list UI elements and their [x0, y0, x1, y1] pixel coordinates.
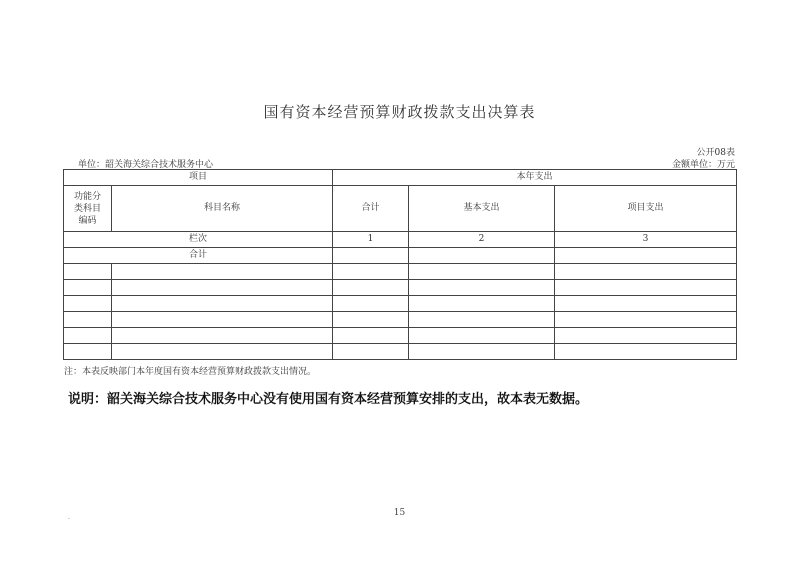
header-func-code: 功能分类科目编码: [64, 186, 112, 232]
table-cell: [333, 280, 409, 296]
table-cell: [64, 344, 112, 360]
header-total: 合计: [333, 186, 409, 232]
table-row: [64, 328, 737, 344]
table-note: 注：本表反映部门本年度国有资本经营预算财政拨款支出情况。: [64, 367, 317, 377]
table-cell: [64, 328, 112, 344]
header-year-expense: 本年支出: [333, 170, 737, 186]
corner-mark: .: [68, 514, 70, 521]
unit-label: 单位：韶关海关综合技术服务中心: [78, 160, 214, 170]
total-cell: [409, 248, 555, 264]
budget-table: [63, 169, 737, 360]
table-cell: [64, 280, 112, 296]
header-project-expense: 项目支出: [555, 186, 737, 232]
table-cell: [409, 280, 555, 296]
header-project: 项目: [64, 170, 333, 186]
table-cell: [112, 344, 333, 360]
table-cell: [64, 312, 112, 328]
table-cell: [555, 296, 737, 312]
table-cell: [409, 264, 555, 280]
table-cell: [333, 312, 409, 328]
table-cell: [112, 280, 333, 296]
table-header-row: [64, 170, 737, 186]
table-cell: [112, 312, 333, 328]
table-cell: [64, 296, 112, 312]
table-row: [64, 264, 737, 280]
table-cell: [64, 264, 112, 280]
table-cell: [333, 296, 409, 312]
table-cell: [555, 264, 737, 280]
table-row-total: [64, 248, 737, 264]
table-cell: [555, 280, 737, 296]
table-row: [64, 344, 737, 360]
seq-value: 1: [333, 232, 409, 248]
total-cell: [555, 248, 737, 264]
header-subject-name: 科目名称: [112, 186, 333, 232]
table-cell: [333, 328, 409, 344]
table-cell: [409, 344, 555, 360]
table-cell: [409, 328, 555, 344]
table-cell: [112, 296, 333, 312]
table-cell: [333, 264, 409, 280]
seq-label: 栏次: [64, 232, 333, 248]
seq-value: 3: [555, 232, 737, 248]
table-row-seq: [64, 232, 737, 248]
table-subheader-row: [64, 186, 737, 232]
table-row: [64, 296, 737, 312]
amount-unit-label: 金额单位：万元: [671, 160, 735, 170]
explanation-statement: 说明：韶关海关综合技术服务中心没有使用国有资本经营预算安排的支出，故本表无数据。: [68, 392, 589, 407]
document-title: 国有资本经营预算财政拨款支出决算表: [263, 103, 536, 121]
total-cell: [333, 248, 409, 264]
total-label: 合计: [64, 248, 333, 264]
table-cell: [555, 344, 737, 360]
page-number: 15: [393, 508, 406, 518]
table-cell: [112, 264, 333, 280]
header-basic-expense: 基本支出: [409, 186, 555, 232]
table-row: [64, 312, 737, 328]
table-cell: [555, 328, 737, 344]
table-cell: [409, 296, 555, 312]
form-number: 公开08表: [696, 148, 735, 158]
seq-value: 2: [409, 232, 555, 248]
table-cell: [409, 312, 555, 328]
table-row: [64, 280, 737, 296]
table-cell: [333, 344, 409, 360]
table-cell: [555, 312, 737, 328]
table-cell: [112, 328, 333, 344]
